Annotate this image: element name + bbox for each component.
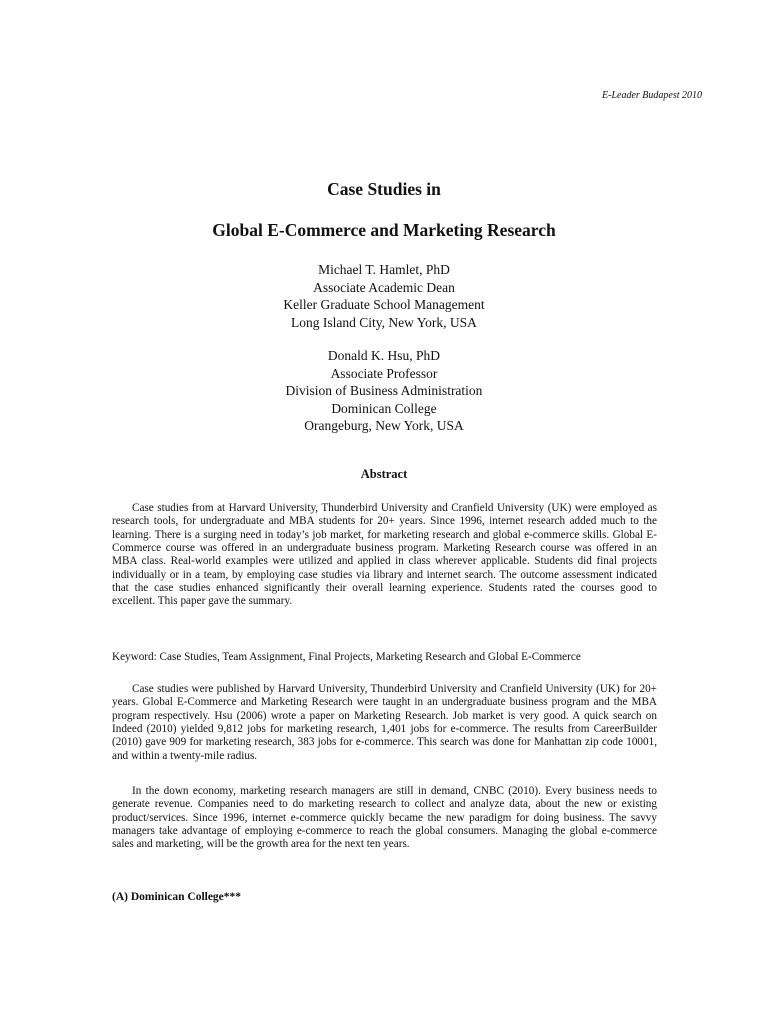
section-heading: (A) Dominican College***: [112, 891, 242, 903]
author-department: Division of Business Administration: [285, 383, 483, 399]
body-paragraph-1: Case studies were published by Harvard University, Thunderbird University and Cranfield University (UK) for 20+ years. Global E-Commerce and Marketing Research were taught in an undergraduate business program and the MBA program respectively. Hsu (2006) wrote a paper on Marketing Research. Job market is very good. A quick search on Indeed (2010) yielded 9,812 jobs for marketing research, 1,401 jobs for e-commerce. The results from CareerBuilder (2010) gave 909 for marketing research, 383 jobs for e-commerce. This search was done for Manhattan zip code 10001, and within a twenty-mile radius.: [112, 683, 657, 762]
author-name: Donald K. Hsu, PhD: [327, 348, 441, 363]
author-institution: Dominican College: [331, 400, 437, 416]
running-header: E-Leader Budapest 2010: [602, 90, 702, 101]
abstract-heading: Abstract: [360, 467, 408, 481]
author-position: Associate Academic Dean: [313, 279, 455, 295]
paper-title-line-1: Case Studies in: [327, 179, 441, 199]
author-name: Michael T. Hamlet, PhD: [318, 262, 450, 277]
paper-title-line-2: Global E-Commerce and Marketing Research: [212, 220, 556, 240]
keywords-line: Keyword: Case Studies, Team Assignment, Final Projects, Marketing Research and Global E-Commerce: [112, 651, 581, 663]
author-block-hsu: [0, 347, 768, 435]
author-location: Orangeburg, New York, USA: [304, 418, 464, 434]
author-location: Long Island City, New York, USA: [291, 314, 477, 330]
author-block-hamlet: [0, 261, 768, 331]
author-position: Associate Professor: [330, 365, 438, 381]
author-institution: Keller Graduate School Management: [283, 297, 485, 313]
body-paragraph-2: In the down economy, marketing research managers are still in demand, CNBC (2010). Every business needs to generate revenue. Companies need to do marketing research to collect and analyze data, about the new or existing product/services. Since 1996, internet e-commerce quickly became the new paradigm for doing business. The savvy managers take advantage of employing e-commerce to reach the global consumers. Managing the global e-commerce sales and marketing, will be the growth area for the next ten years.: [112, 785, 657, 851]
abstract-body: Case studies from at Harvard University, Thunderbird University and Cranfield University (UK) were employed as research tools, for undergraduate and MBA students for 20+ years. Since 1996, internet research added much to the learning. There is a surging need in today’s job market, for marketing research and global e-commerce skills. Global E-Commerce course was offered in an undergraduate business program. Marketing Research course was offered in an MBA class. Real-world examples were utilized and applied in class wherever applicable. Students did final projects individually or in a team, by employing case studies via library and internet search. The outcome assessment indicated that the case studies enhanced significantly their overall learning experience. Students rated the courses good to excellent. This paper gave the summary.: [112, 502, 657, 608]
